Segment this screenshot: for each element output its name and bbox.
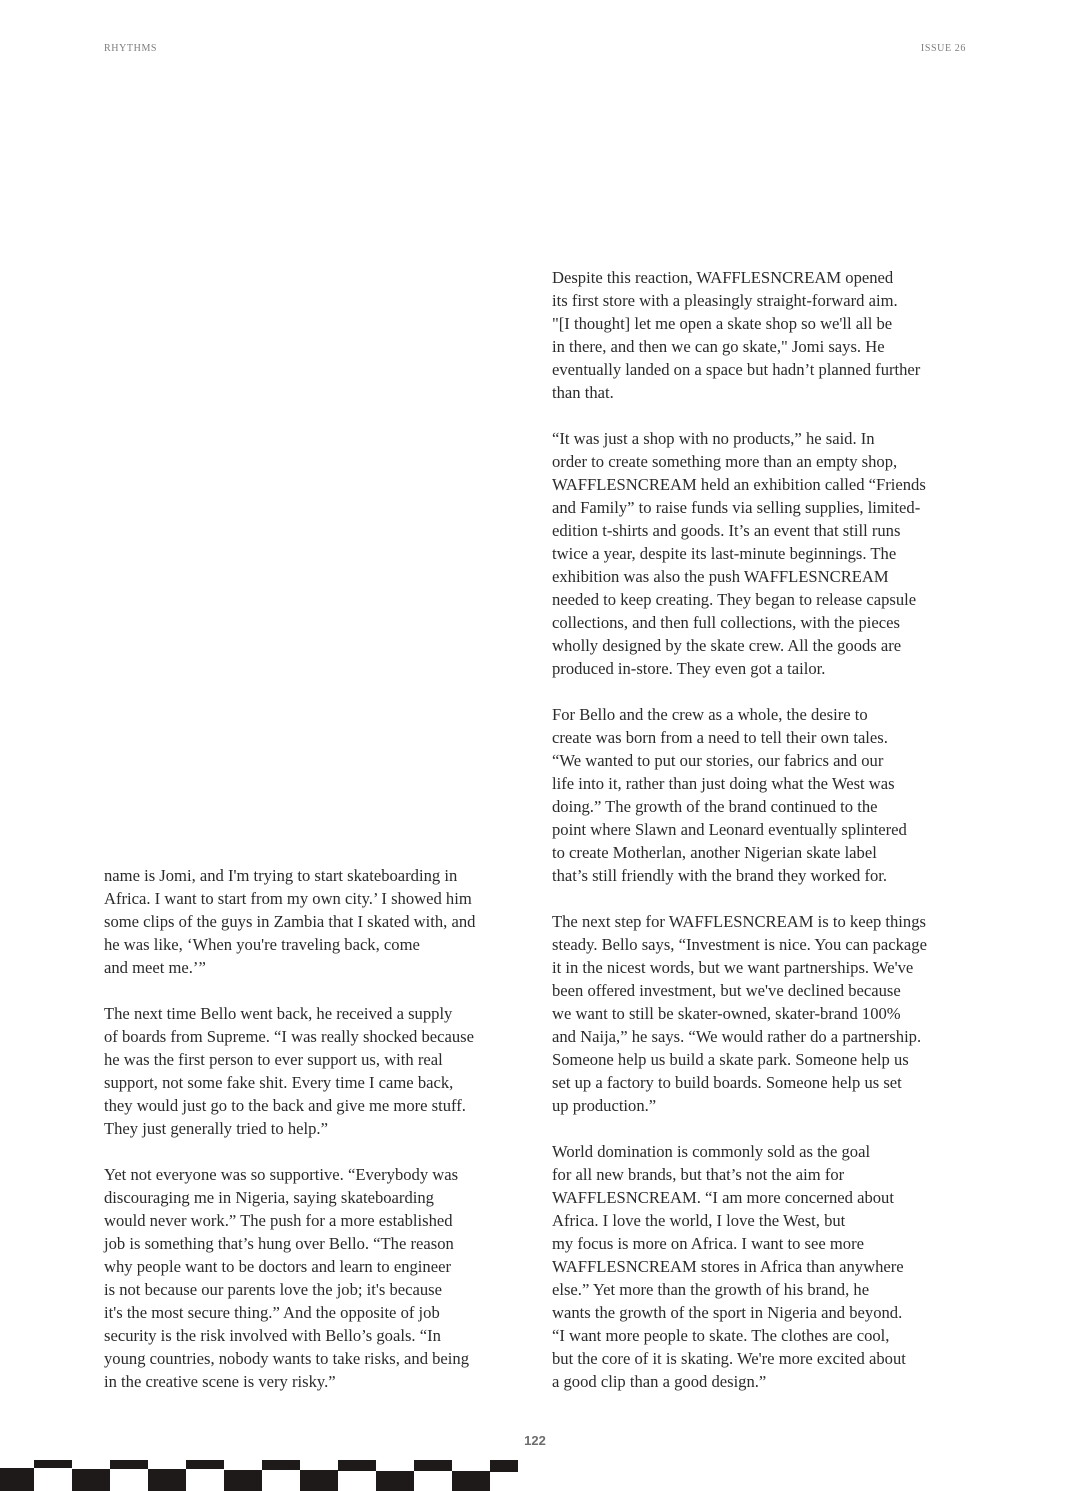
article-column-right <box>552 266 972 1416</box>
text-line: collections, and then full collections, with the pieces <box>552 613 900 632</box>
text-line: wholly designed by the skate crew. All the goods are <box>552 636 902 655</box>
text-line: steady. Bello says, “Investment is nice. You can package <box>552 935 927 954</box>
text-line: The next step for WAFFLESNCREAM is to keep things <box>552 912 926 931</box>
checker-tile <box>338 1460 376 1471</box>
text-line: to create Motherlan, another Nigerian skate label <box>552 843 877 862</box>
text-line: been offered investment, but we've declined because <box>552 981 901 1000</box>
text-line: eventually landed on a space but hadn’t planned further <box>552 360 921 379</box>
running-head-section: RHYTHMS <box>104 43 158 54</box>
text-line: For Bello and the crew as a whole, the desire to <box>552 705 868 724</box>
checker-tile <box>490 1460 518 1472</box>
text-line: young countries, nobody wants to take risks, and being <box>104 1349 470 1368</box>
article-paragraph <box>104 864 524 979</box>
text-line: create was born from a need to tell their own tales. <box>552 728 888 747</box>
text-line: They just generally tried to help.” <box>104 1119 328 1138</box>
text-line: it in the nicest words, but we want partnerships. We've <box>552 958 914 977</box>
text-line: Someone help us build a skate park. Someone help us <box>552 1050 909 1069</box>
article-paragraph <box>552 910 972 1117</box>
text-line: Yet not everyone was so supportive. “Everybody was <box>104 1165 459 1184</box>
checker-tile <box>148 1469 186 1491</box>
text-line: support, not some fake shit. Every time I came back, <box>104 1073 454 1092</box>
article-paragraph <box>552 427 972 680</box>
text-line: produced in-store. They even got a tailor. <box>552 659 826 678</box>
text-line: Despite this reaction, WAFFLESNCREAM opened <box>552 268 894 287</box>
text-line: up production.” <box>552 1096 657 1115</box>
text-line: Africa. I love the world, I love the West, but <box>552 1211 846 1230</box>
text-line: why people want to be doctors and learn to engineer <box>104 1257 451 1276</box>
text-line: would never work.” The push for a more established <box>104 1211 453 1230</box>
text-line: some clips of the guys in Zambia that I skated with, and <box>104 912 476 931</box>
page-number: 122 <box>524 1433 546 1448</box>
text-line: Africa. I want to start from my own city.’ I showed him <box>104 889 472 908</box>
text-line: in the creative scene is very risky.” <box>104 1372 336 1391</box>
checker-tile <box>300 1470 338 1491</box>
text-line: “It was just a shop with no products,” he said. In <box>552 429 875 448</box>
text-line: point where Slawn and Leonard eventually splintered <box>552 820 907 839</box>
checker-tile <box>0 1468 34 1491</box>
text-line: “I want more people to skate. The clothes are cool, <box>552 1326 890 1345</box>
text-line: name is Jomi, and I'm trying to start skateboarding in <box>104 866 458 885</box>
checker-tile <box>452 1471 490 1491</box>
checker-tile <box>262 1460 300 1470</box>
text-line: of boards from Supreme. “I was really shocked because <box>104 1027 474 1046</box>
article-column-left <box>104 864 524 1416</box>
text-line: edition t-shirts and goods. It’s an event that still runs <box>552 521 901 540</box>
text-line: wants the growth of the sport in Nigeria and beyond. <box>552 1303 903 1322</box>
text-line: WAFFLESNCREAM stores in Africa than anywhere <box>552 1257 904 1276</box>
checker-tile <box>110 1460 148 1469</box>
text-line: World domination is commonly sold as the goal <box>552 1142 871 1161</box>
text-line: twice a year, despite its last-minute beginnings. The <box>552 544 897 563</box>
text-line: "[I thought] let me open a skate shop so we'll all be <box>552 314 893 333</box>
text-line: WAFFLESNCREAM held an exhibition called “Friends <box>552 475 926 494</box>
text-line: else.” Yet more than the growth of his brand, he <box>552 1280 870 1299</box>
text-line: its first store with a pleasingly straight-forward aim. <box>552 291 898 310</box>
checker-tile <box>72 1469 110 1491</box>
text-line: than that. <box>552 383 614 402</box>
text-line: security is the risk involved with Bello’s goals. “In <box>104 1326 441 1345</box>
text-line: exhibition was also the push WAFFLESNCREAM <box>552 567 889 586</box>
article-paragraph <box>104 1163 524 1393</box>
text-line: but the core of it is skating. We're more excited about <box>552 1349 906 1368</box>
article-paragraph <box>552 1140 972 1393</box>
checker-tile <box>224 1470 262 1491</box>
text-line: for all new brands, but that’s not the aim for <box>552 1165 845 1184</box>
text-line: my focus is more on Africa. I want to see more <box>552 1234 864 1253</box>
text-line: “We wanted to put our stories, our fabrics and our <box>552 751 884 770</box>
checker-tile <box>34 1460 72 1468</box>
text-line: order to create something more than an empty shop, <box>552 452 898 471</box>
checker-tile <box>186 1460 224 1469</box>
text-line: life into it, rather than just doing what the West was <box>552 774 895 793</box>
text-line: he was like, ‘When you're traveling back, come <box>104 935 420 954</box>
text-line: WAFFLESNCREAM. “I am more concerned about <box>552 1188 894 1207</box>
text-line: and meet me.’” <box>104 958 206 977</box>
article-paragraph <box>552 266 972 404</box>
text-line: discouraging me in Nigeria, saying skateboarding <box>104 1188 434 1207</box>
text-line: we want to still be skater-owned, skater-brand 100% <box>552 1004 901 1023</box>
text-line: doing.” The growth of the brand continued to the <box>552 797 878 816</box>
article-paragraph <box>104 1002 524 1140</box>
text-line: in there, and then we can go skate," Jomi says. He <box>552 337 885 356</box>
text-line: and Naija,” he says. “We would rather do a partnership. <box>552 1027 922 1046</box>
text-line: The next time Bello went back, he received a supply <box>104 1004 453 1023</box>
text-line: a good clip than a good design.” <box>552 1372 767 1391</box>
checker-tile <box>376 1471 414 1491</box>
running-head-issue: ISSUE 26 <box>920 43 966 54</box>
text-line: that’s still friendly with the brand they worked for. <box>552 866 888 885</box>
text-line: and Family” to raise funds via selling supplies, limited- <box>552 498 921 517</box>
text-line: it's the most secure thing.” And the opposite of job <box>104 1303 440 1322</box>
checkerboard-decoration <box>0 1456 518 1491</box>
article-paragraph <box>552 703 972 887</box>
text-line: set up a factory to build boards. Someone help us set <box>552 1073 902 1092</box>
text-line: they would just go to the back and give me more stuff. <box>104 1096 466 1115</box>
text-line: needed to keep creating. They began to release capsule <box>552 590 917 609</box>
text-line: he was the first person to ever support us, with real <box>104 1050 443 1069</box>
text-line: job is something that’s hung over Bello. “The reason <box>104 1234 454 1253</box>
text-line: is not because our parents love the job; it's because <box>104 1280 442 1299</box>
checker-tile <box>414 1460 452 1471</box>
